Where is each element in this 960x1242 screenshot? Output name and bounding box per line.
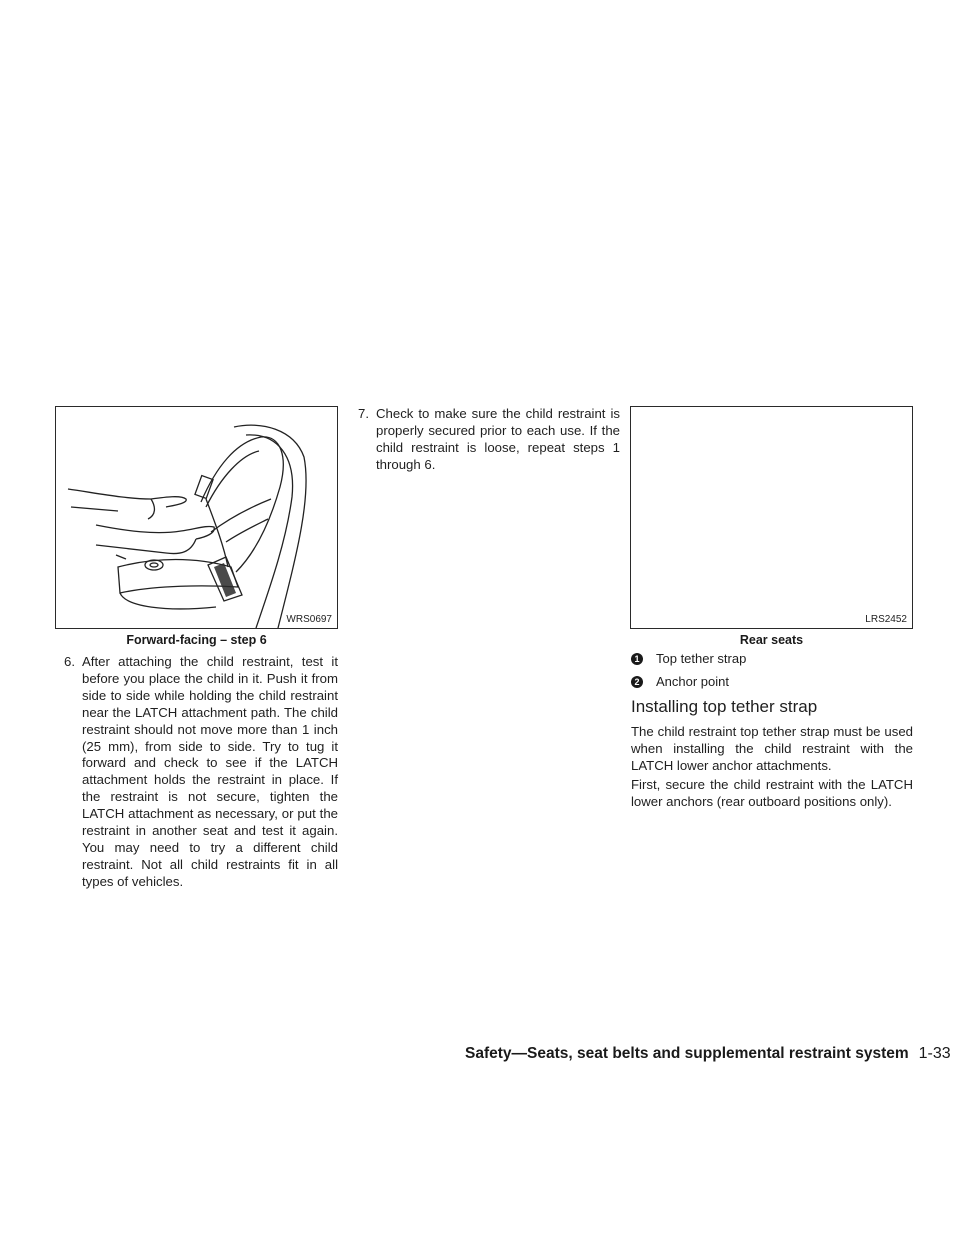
chapter-title: Safety—Seats, seat belts and supplemental restraint system <box>465 1045 909 1062</box>
figure-rear-seats <box>630 406 913 629</box>
step-6 <box>64 654 338 891</box>
callout-number: 1 <box>631 653 643 665</box>
legend-item-2 <box>631 674 729 689</box>
step-7 <box>358 406 620 474</box>
page-number: 1-33 <box>918 1045 951 1062</box>
step-text: After attaching the child restraint, test it before you place the child in it. Push it from side to side while holding the child restraint near the LATCH attachment path. The child restraint should not move more than 1 inch (25 mm), from side to side. Try to tug it forward and check to see if the LATCH attachment holds the restraint in place. If the restraint is not secure, tighten the LATCH attachment as necessary, or put the restraint in another seat and test it again. You may need to try a different child restraint. Not all child restraints fit in all types of vehicles. <box>82 654 338 889</box>
child-seat-illustration <box>56 407 337 628</box>
legend-label: Anchor point <box>656 674 729 689</box>
page-footer <box>465 1045 951 1063</box>
section-paragraph: First, secure the child restraint with the LATCH lower anchors (rear outboard positions only). <box>631 777 913 809</box>
figure-caption: Rear seats <box>739 633 804 647</box>
figure-code: WRS0697 <box>286 614 332 625</box>
figure-code: LRS2452 <box>865 614 907 625</box>
legend-item-1 <box>631 651 746 666</box>
section-heading: Installing top tether strap <box>631 697 818 716</box>
callout-number: 2 <box>631 676 643 688</box>
step-text: Check to make sure the child restraint is properly secured prior to each use. If the child restraint is loose, repeat steps 1 through 6. <box>376 406 620 472</box>
figure-forward-facing-step6 <box>55 406 338 629</box>
figure-caption: Forward-facing – step 6 <box>126 633 267 647</box>
legend-label: Top tether strap <box>656 651 747 666</box>
section-paragraph: The child restraint top tether strap must be used when installing the child restraint with the LATCH lower anchor attachments. <box>631 724 913 773</box>
step-number: 6. <box>64 654 75 669</box>
step-number: 7. <box>358 406 369 421</box>
